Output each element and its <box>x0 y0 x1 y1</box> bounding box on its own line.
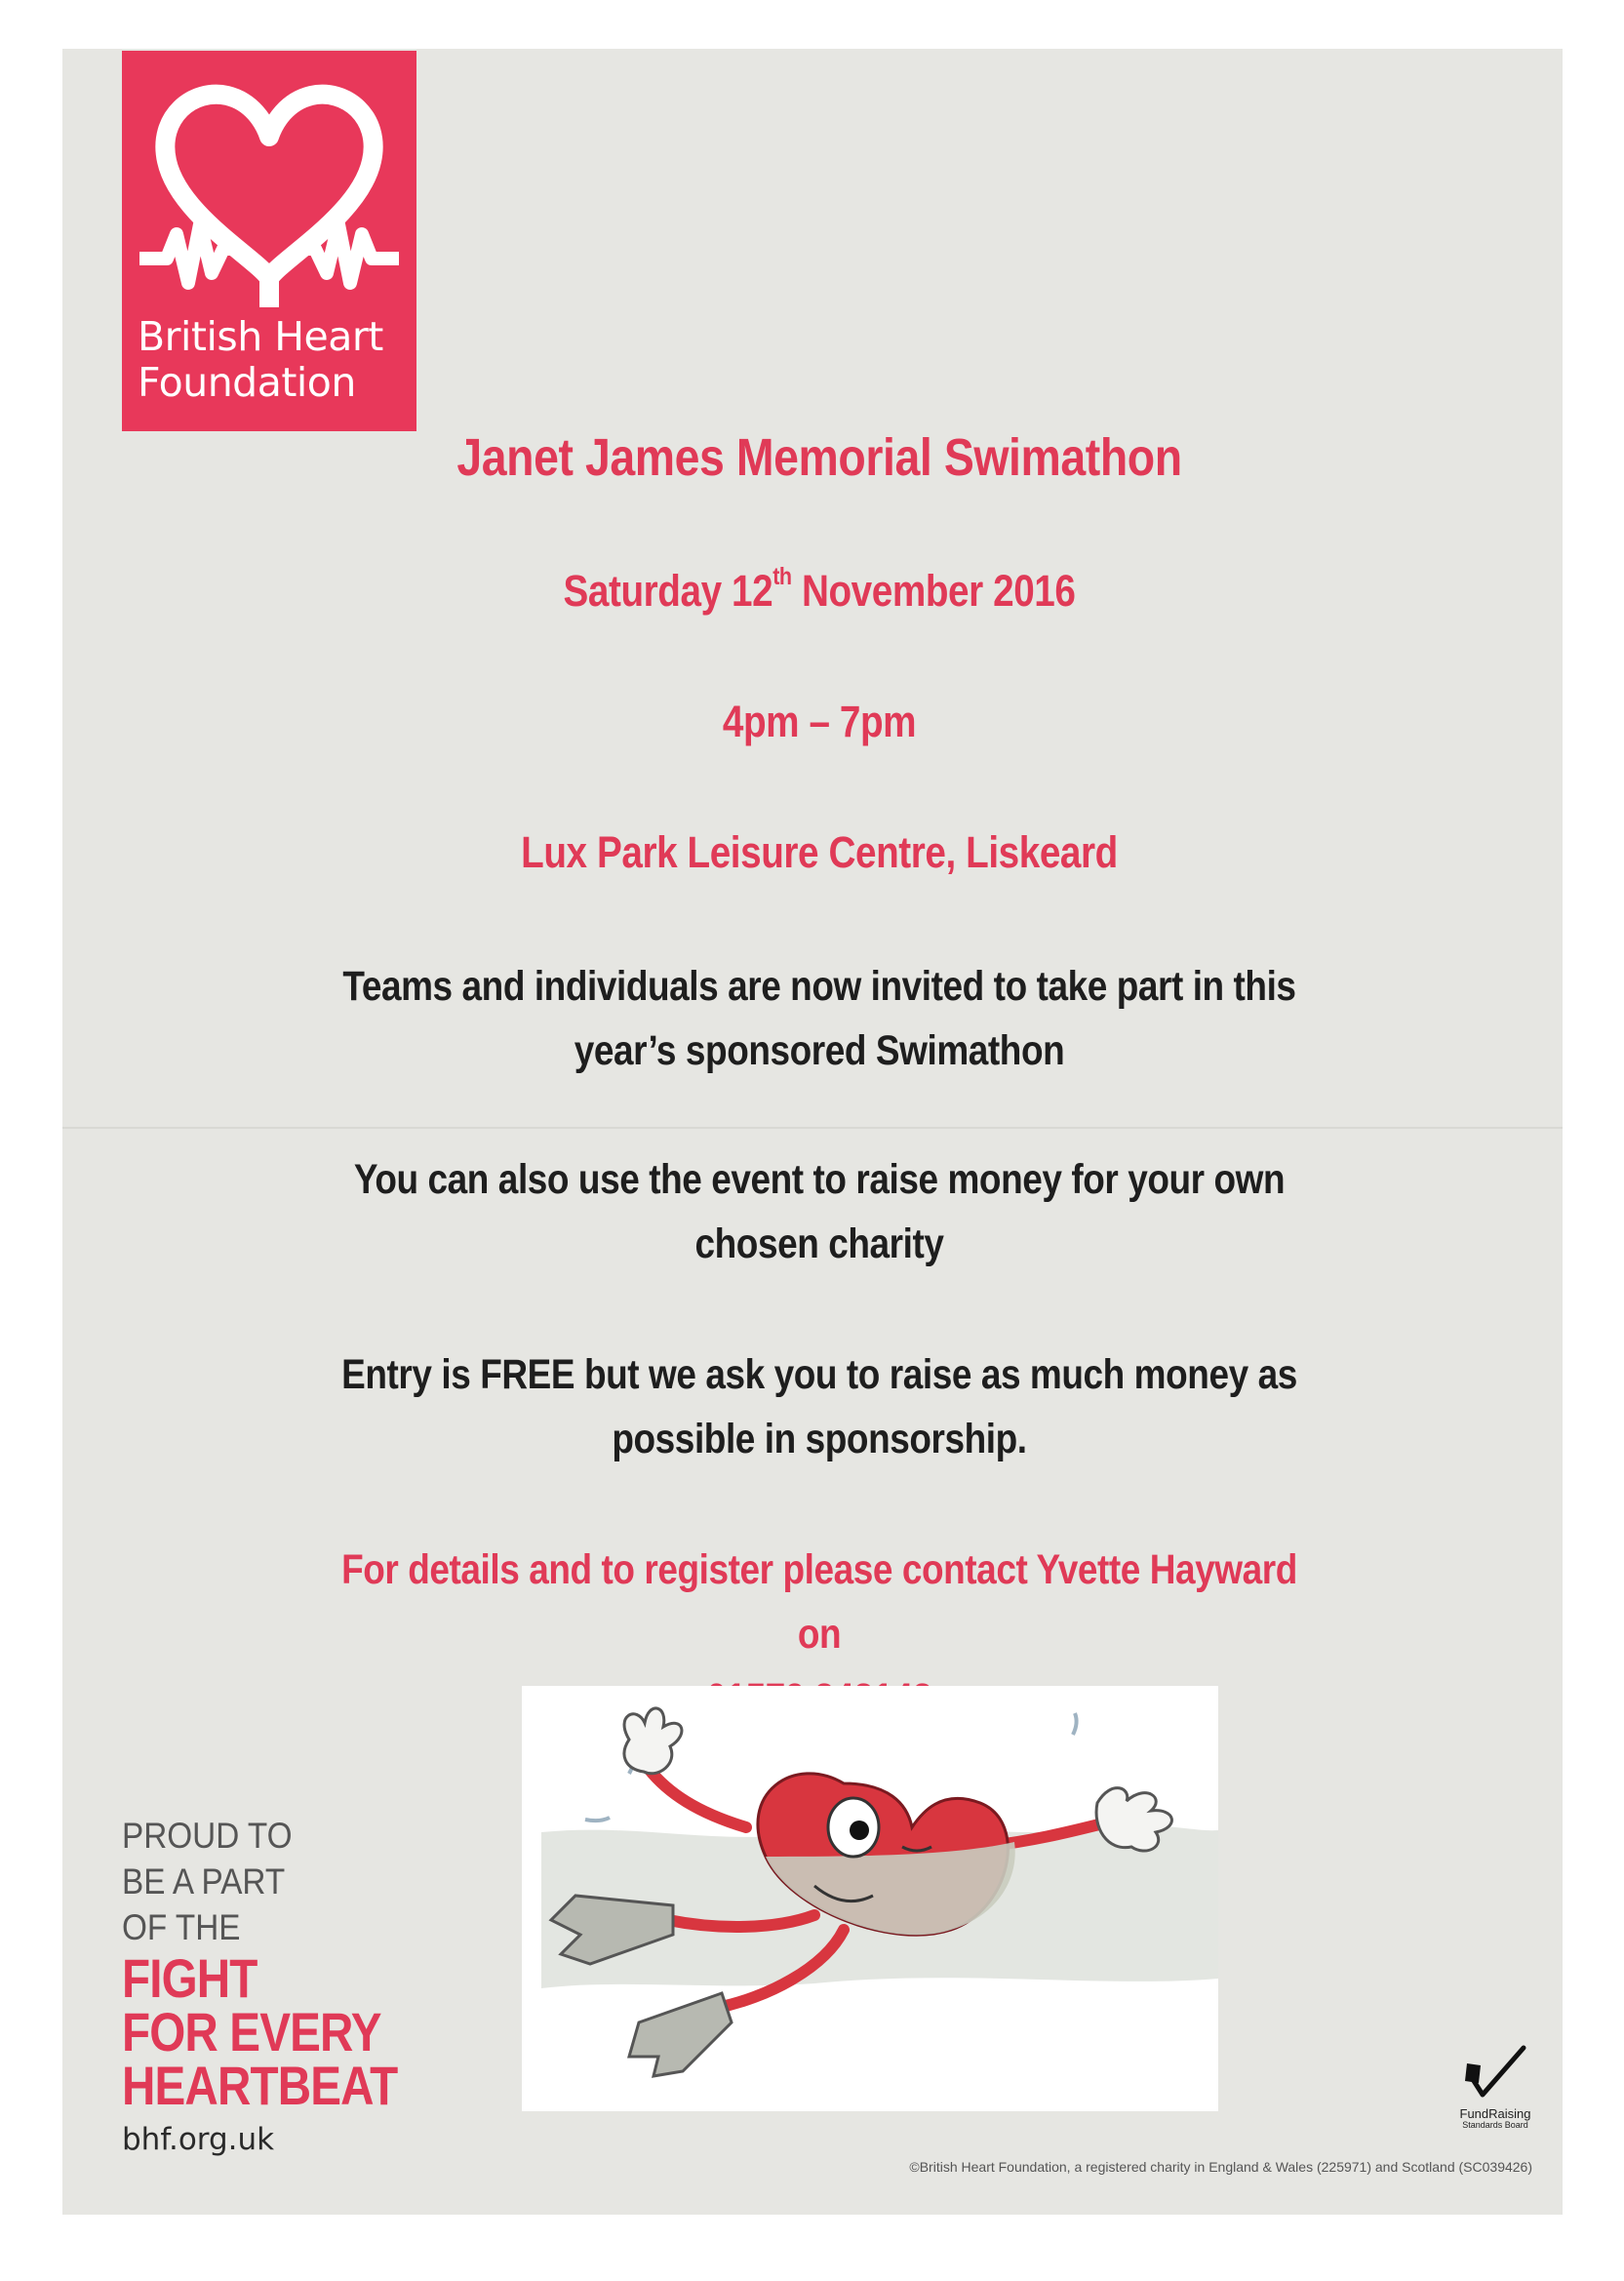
entry-pre: Entry is <box>341 1351 481 1398</box>
fold-line <box>62 1127 1563 1129</box>
fight-line-3: HEARTBEAT <box>122 2055 398 2116</box>
website-url[interactable]: bhf.org.uk <box>122 2122 275 2157</box>
invite-line-2: year’s sponsored Swimathon <box>574 1027 1065 1074</box>
charity-line-2: chosen charity <box>694 1221 944 1267</box>
checkmark-icon <box>1461 2044 1529 2102</box>
event-time: 4pm – 7pm <box>722 697 917 746</box>
proud-to-be-a-part <box>122 1813 293 1950</box>
entry-free: FREE <box>480 1351 575 1398</box>
frsb-name: FundRaising <box>1459 2106 1531 2121</box>
fight-line-1: FIGHT <box>122 1947 257 2009</box>
entry-post: but we ask you to raise as much money as <box>574 1351 1297 1398</box>
invite-paragraph <box>325 954 1315 1083</box>
event-title: Janet James Memorial Swimathon <box>456 428 1182 487</box>
charity-line-1: You can also use the event to raise money for your own <box>353 1156 1286 1203</box>
event-date-month-year: November 2016 <box>791 566 1076 616</box>
logo-line-2: Foundation <box>138 359 356 406</box>
proud-line-1: PROUD TO <box>122 1816 293 1856</box>
bhf-logo <box>122 51 416 431</box>
heart-pulse-icon <box>139 78 399 307</box>
logo-line-1: British Heart <box>138 313 383 360</box>
fight-line-2: FOR EVERY <box>122 2001 381 2062</box>
entry-line-1 <box>325 1342 1315 1407</box>
entry-line-2: possible in sponsorship. <box>612 1416 1027 1462</box>
contact-line: For details and to register please contact Yvette Hayward on <box>341 1546 1297 1658</box>
fundraising-standards-badge <box>1451 2044 1539 2130</box>
charity-paragraph <box>325 1147 1315 1276</box>
event-venue: Lux Park Leisure Centre, Liskeard <box>521 827 1118 877</box>
proud-line-3: OF THE <box>122 1907 241 1947</box>
event-date <box>325 563 1315 617</box>
swimming-heart-icon <box>522 1686 1218 2111</box>
proud-line-2: BE A PART <box>122 1861 286 1901</box>
entry-paragraph <box>325 1342 1315 1471</box>
swimming-heart-illustration <box>522 1686 1218 2111</box>
invite-line-1: Teams and individuals are now invited to take part in this <box>342 963 1296 1010</box>
copyright-notice: ©British Heart Foundation, a registered charity in England & Wales (225971) and Scotland (SC039426) <box>909 2159 1532 2175</box>
fight-for-every-heartbeat <box>122 1947 398 2116</box>
event-date-suffix: th <box>772 563 792 590</box>
event-date-day: Saturday 12 <box>563 566 773 616</box>
frsb-subtitle: Standards Board <box>1462 2120 1528 2130</box>
